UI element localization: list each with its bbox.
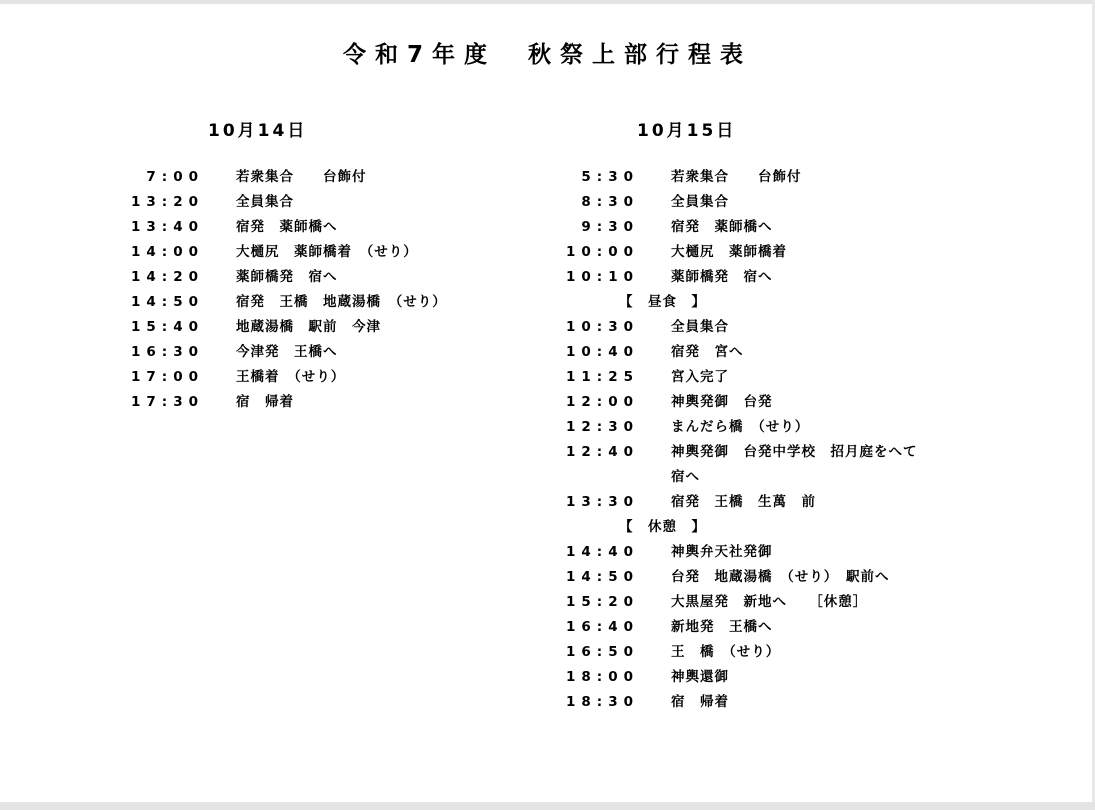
row-desc: 薬師橋発 宿へ (236, 269, 338, 285)
row-desc: 若衆集合 台飾付 (671, 169, 802, 185)
row-desc: 大樋尻 薬師橋着 (671, 244, 787, 260)
schedule-row (557, 190, 729, 215)
row-time: 12:40 (566, 444, 639, 460)
row-time: 14:50 (131, 294, 204, 310)
schedule-row (557, 590, 868, 615)
break-label: 【 休憩 】 (619, 519, 706, 535)
schedule-row (557, 315, 729, 340)
schedule-row-continuation (557, 465, 700, 490)
row-desc: 神輿発御 台発中学校 招月庭をへて (671, 444, 918, 460)
row-time: 11:25 (566, 369, 639, 385)
row-time: 5:30 (581, 169, 639, 185)
row-time: 13:20 (131, 194, 204, 210)
schedule-row (122, 190, 294, 215)
row-desc: 全員集合 (671, 194, 729, 210)
row-desc: 宿発 王橋 地蔵湯橋 （せり） (236, 294, 447, 310)
schedule-row (557, 665, 729, 690)
schedule-row (557, 340, 744, 365)
schedule-row (122, 265, 338, 290)
row-desc: 宿発 薬師橋へ (671, 219, 773, 235)
row-desc: 大黒屋発 新地へ ［休憩］ (671, 594, 868, 610)
schedule-rows (557, 165, 918, 715)
row-desc: 新地発 王橋へ (671, 619, 773, 635)
row-desc: 全員集合 (236, 194, 294, 210)
row-desc: 王橋着 （せり） (236, 369, 346, 385)
schedule-row (122, 390, 294, 415)
row-desc: 宿 帰着 (236, 394, 294, 410)
row-desc: 大樋尻 薬師橋着 （せり） (236, 244, 418, 260)
row-desc: 宿へ (671, 469, 700, 485)
schedule-row (557, 165, 802, 190)
row-desc: 神輿発御 台発 (671, 394, 773, 410)
row-time: 15:40 (131, 319, 204, 335)
row-time: 12:00 (566, 394, 639, 410)
schedule-row (557, 540, 773, 565)
row-time: 10:00 (566, 244, 639, 260)
schedule-row (557, 265, 773, 290)
row-time: 18:00 (566, 669, 639, 685)
schedule-row (557, 440, 918, 465)
schedule-break-row (557, 515, 706, 540)
row-desc: 全員集合 (671, 319, 729, 335)
date-heading: 10月14日 (208, 121, 308, 141)
row-desc: 宿発 王橋 生萬 前 (671, 494, 816, 510)
row-time: 17:00 (131, 369, 204, 385)
row-time: 14:20 (131, 269, 204, 285)
row-desc: 宿 帰着 (671, 694, 729, 710)
schedule-row (122, 315, 381, 340)
row-desc: 宮入完了 (671, 369, 729, 385)
row-desc: まんだら橋 （せり） (671, 419, 810, 435)
row-time: 9:30 (581, 219, 639, 235)
row-desc: 台発 地蔵湯橋 （せり） 駅前へ (671, 569, 890, 585)
row-time: 14:50 (566, 569, 639, 585)
row-time: 8:30 (581, 194, 639, 210)
row-time: 16:50 (566, 644, 639, 660)
schedule-row (557, 615, 773, 640)
row-desc: 薬師橋発 宿へ (671, 269, 773, 285)
document-title: 令和7年度 秋祭上部行程表 (342, 42, 752, 68)
schedule-break-row (557, 290, 706, 315)
row-time: 13:40 (131, 219, 204, 235)
schedule-row (557, 240, 787, 265)
row-time: 10:10 (566, 269, 639, 285)
row-desc: 王 橋 （せり） (671, 644, 781, 660)
date-heading: 10月15日 (637, 121, 737, 141)
row-time: 7:00 (146, 169, 204, 185)
row-time: 18:30 (566, 694, 639, 710)
row-desc: 神輿弁天社発御 (671, 544, 773, 560)
row-time: 17:30 (131, 394, 204, 410)
schedule-row (122, 290, 447, 315)
row-desc: 若衆集合 台飾付 (236, 169, 367, 185)
schedule-row (557, 490, 816, 515)
schedule-row (122, 165, 367, 190)
row-time: 13:30 (566, 494, 639, 510)
schedule-row (557, 565, 890, 590)
row-time: 10:40 (566, 344, 639, 360)
row-desc: 地蔵湯橋 駅前 今津 (236, 319, 381, 335)
row-desc: 神輿還御 (671, 669, 729, 685)
schedule-row (557, 215, 773, 240)
schedule-row (122, 215, 338, 240)
break-label: 【 昼食 】 (619, 294, 706, 310)
schedule-row (122, 365, 346, 390)
row-time: 12:30 (566, 419, 639, 435)
page-bottom-edge (0, 802, 1095, 810)
schedule-row (557, 415, 810, 440)
row-desc: 宿発 薬師橋へ (236, 219, 338, 235)
row-time: 16:40 (566, 619, 639, 635)
schedule-row (122, 240, 418, 265)
row-time: 14:40 (566, 544, 639, 560)
schedule-row (557, 365, 729, 390)
page-top-edge (0, 0, 1095, 4)
row-time: 16:30 (131, 344, 204, 360)
row-time: 15:20 (566, 594, 639, 610)
schedule-row (557, 690, 729, 715)
row-desc: 今津発 王橋へ (236, 344, 338, 360)
schedule-row (122, 340, 338, 365)
schedule-row (557, 390, 773, 415)
row-time: 14:00 (131, 244, 204, 260)
row-time: 10:30 (566, 319, 639, 335)
schedule-row (557, 640, 781, 665)
schedule-rows (122, 165, 447, 415)
row-desc: 宿発 宮へ (671, 344, 744, 360)
